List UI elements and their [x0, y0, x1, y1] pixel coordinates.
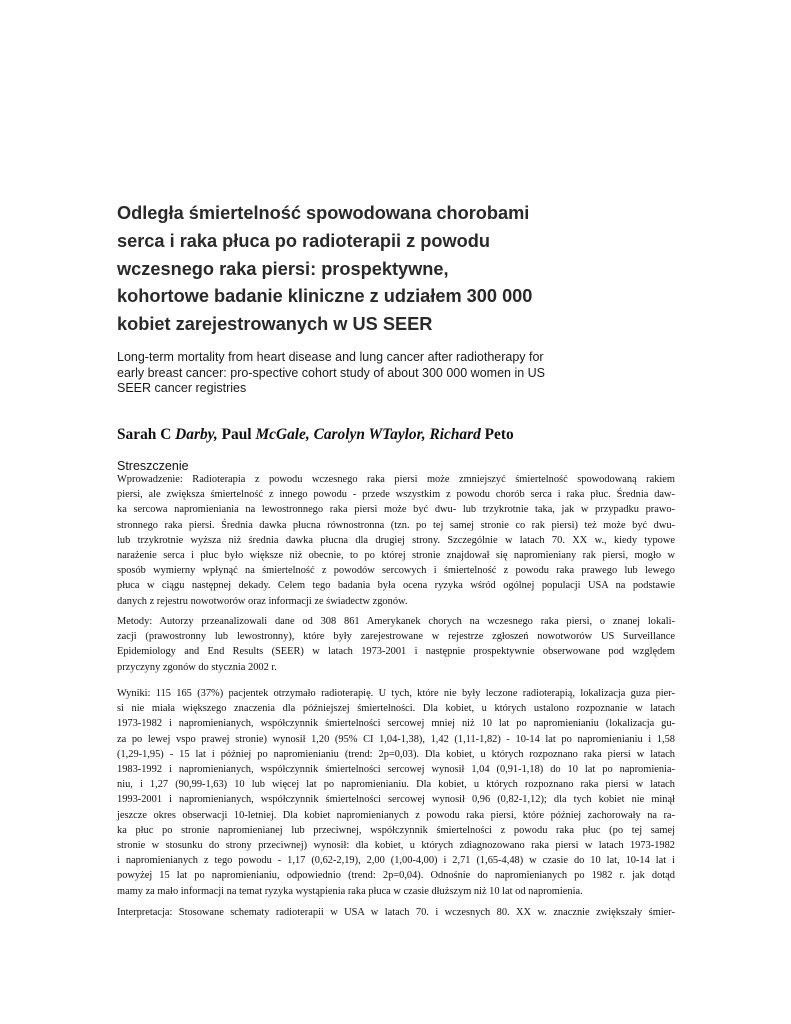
text-line: Epidemiology and End Results (SEER) w latach 1973-2001 i następnie prospektywnie obserwowane pod względem: [117, 646, 675, 658]
text-line: stronie w stosunku do strony przeciwnej) wynosił: dla kobiet, u których zdiagnozowano raka piersi w latach 1973-1982: [117, 840, 675, 852]
author-last-name: McGale,: [255, 426, 310, 443]
author-list: [117, 426, 514, 444]
text-line: narażenie serca i płuc było większe niż obecnie, to po której stronie znajdował się napromieniany rak piersi, mogło w: [117, 550, 675, 562]
english-title: [117, 350, 547, 397]
text-line: (1,29-1,95) - 15 lat i później po napromienianiu (trend: 2p=0,03). Dla kobiet, u których rozpoznano raka piersi w latach: [117, 748, 675, 760]
text-line: Wprowadzenie: Radioterapia z powodu wczesnego raka piersi może zmniejszyć śmiertelność spowodowaną rakiem: [117, 474, 675, 485]
text-line: Interpretacja: Stosowane schematy radioterapii w USA w latach 70. i wczesnych 80. XX w. znacznie zwiększały śmier-: [117, 907, 675, 918]
subtitle-line: SEER cancer registries: [117, 381, 247, 395]
subtitle-line: early breast cancer: pro-spective cohort study of about 300 000 women in US: [117, 365, 546, 380]
text-line: 1973-1982 i napromienianych, współczynnik śmiertelności sercowej mniej niż 10 lat po napromienianiu (lokalizacja gu-: [117, 718, 675, 730]
text-line: 1993-2001 i napromienianych, współczynnik śmiertelności sercowej wynosił 0,96 (0,82-1,12); dla tych kobiet nie minął: [117, 794, 675, 806]
text-line: zacji (prawostronny lub lewostronny), które były zarejestrowane w rejestrze zgłoszeń nowotworów US Surveillance: [117, 631, 675, 643]
title-line: Odległa śmiertelność spowodowana chorobami: [117, 203, 530, 223]
text-line: piersi, ale zwiększa śmiertelność z innego powodu - przede wszystkim z powodu chorób serca i raka płuc. Średnia daw-: [117, 489, 675, 501]
article-title: [117, 200, 567, 339]
text-line: danych z rejestru nowotworów oraz informacji ze świadectw zgonów.: [117, 595, 408, 607]
text-line: ka płuc po stronie napromienianej lub przeciwnej, współczynnik śmiertelności z powodu raka płuc (po tej samej: [117, 824, 675, 836]
text-line: Wyniki: 115 165 (37%) pacjentek otrzymało radioterapię. U tych, które nie były leczone radioterapią, lokalizacja guza pier-: [117, 688, 675, 699]
text-line: przyczyny zgonów do stycznia 2002 r.: [117, 661, 277, 673]
abstract-paragraph-results: [117, 686, 675, 899]
text-line: Metody: Autorzy przeanalizowali dane od 308 861 Amerykanek chorych na wczesnego raka piersi, o znanej lokali-: [117, 616, 675, 627]
author-first-name: Paul: [221, 426, 252, 443]
text-line: mamy za mało informacji na temat ryzyka wystąpienia raka płuca w czasie dłuższym niż 10 lat od napromienia.: [117, 885, 583, 897]
text-line: jeszcze okres obserwacji 10-letniej. Dla kobiet napromienianych z powodu raka piersi, które później zachorowały na ra-: [117, 809, 675, 821]
section-heading: Streszczenie: [117, 459, 189, 473]
title-line: wczesnego raka piersi: prospektywne,: [117, 258, 449, 279]
text-line: 1983-1992 i napromienianych, współczynnik śmiertelności sercowej wynosił 1,04 (0,91-1,18) do 10 lat po napromienia-: [117, 764, 675, 776]
text-line: ka sercowa napromieniania na lewostronnego raka piersi może być dwu- lub trzykrotnie taka, jak w przypadku prawo-: [117, 504, 675, 516]
author-last-name: Richard: [429, 426, 481, 443]
text-line: niu, i 1,27 (90,99-1,63) 10 lub więcej lat po napromienianiu. Dla kobiet, u których rozpoznano raka piersi w latach: [117, 779, 675, 791]
subtitle-line: Long-term mortality from heart disease and lung cancer after radiotherapy for: [117, 350, 544, 364]
abstract-paragraph-methods: [117, 614, 675, 675]
title-line: serca i raka płuca po radioterapii z powodu: [117, 230, 490, 251]
title-line: kobiet zarejestrowanych w US SEER: [117, 314, 433, 335]
text-line: si nie miała większego znaczenia dla późniejszej śmiertelności. Dla kobiet, u których ustalono rozpoznanie w latach: [117, 703, 675, 715]
text-line: za po lewej vspo prawej stronie) wynosił 1,20 (95% CI 1,04-1,38), 1,42 (1,11-1,82) - 10-14 lat po napromienianiu i 1,58: [117, 733, 675, 745]
text-line: stronnego raka piersi. Średnia dawka płucna równostronna (tzn. po tej samej stronie co rak piersi) też może być dwu-: [117, 519, 675, 531]
text-line: sposób wymierny wpłynąć na śmiertelność z powodów sercowych i śmiertelność z powodu raka prawego lub lewego: [117, 565, 675, 577]
text-line: płuca w ciągu następnej dekady. Celem tego badania była ocena ryzyka wśród ogólnej populacji USA na podstawie: [117, 580, 675, 592]
text-line: i napromienianych z tego powodu - 1,17 (0,62-2,19), 2,00 (1,00-4,00) i 2,71 (1,65-4,48) w czasie do 10 lat, 10-14 lat i: [117, 855, 675, 867]
title-line: kohortowe badanie kliniczne z udziałem 300 000: [117, 286, 533, 307]
author-first-name: Sarah C: [117, 426, 172, 443]
author-last-name: Darby,: [175, 426, 218, 443]
author-last-name: Carolyn WTaylor,: [313, 426, 426, 443]
abstract-paragraph-interpretation: [117, 905, 675, 920]
author-first-name: Peto: [484, 426, 514, 443]
text-line: powyżej 15 lat po napromienianiu, odpowiednio (trend: 2p=0,04). Odnośnie do napromienianych po 1982 r. jak dotąd: [117, 870, 675, 882]
text-line: lub trzykrotnie wyższa niż średnia dawka płucna dla drugiej strony. Szczególnie w latach 70. XX w., kiedy typowe: [117, 534, 675, 546]
abstract-paragraph-introduction: [117, 472, 675, 609]
